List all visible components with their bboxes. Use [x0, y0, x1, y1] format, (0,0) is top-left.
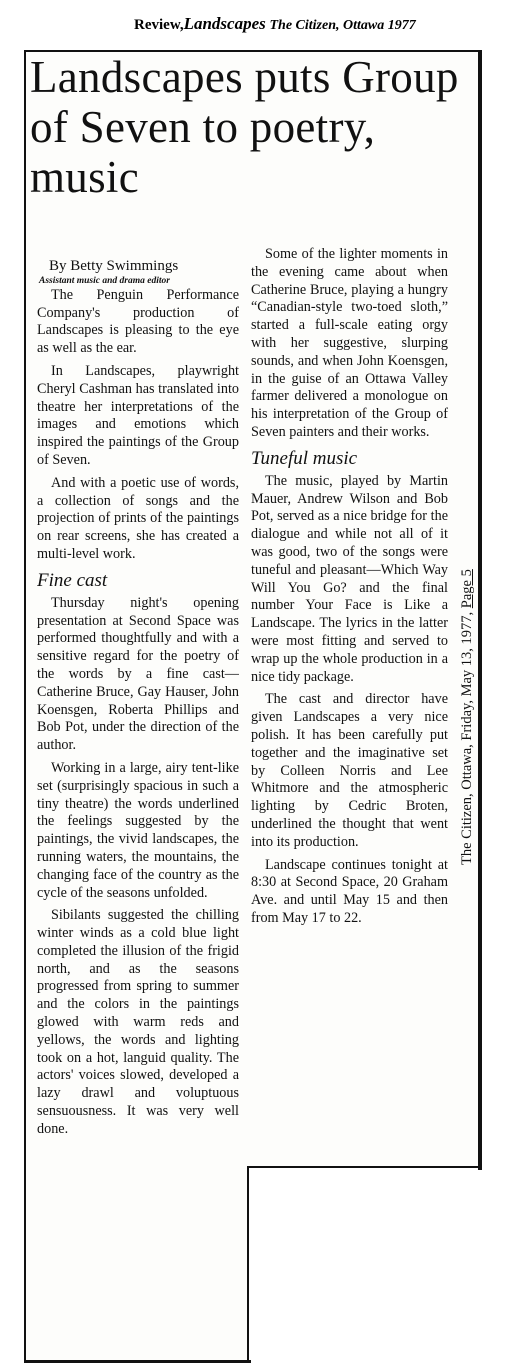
subhead-fine-cast: Fine cast — [37, 569, 108, 591]
source-note-text: The Citizen, Ottawa, Friday, May 13, 1977, — [459, 608, 475, 865]
paragraph: The Penguin Performance Company's production of Landscapes is pleasing to the eye as well as the ear. — [37, 286, 239, 357]
subhead-tuneful-music: Tuneful music — [251, 447, 358, 469]
paragraph: Sibilants suggested the chilling winter winds as a cold blue light completed the illusion of the frigid north, and as the seasons progressed from spring to summer and the colors in the paintings glowed with warm reds and yellows, the words and lighting took on a hot, languid quality. The actors' voices slowed, developed a lazy drawl and voluptuous sensuousness. It was very well done. — [37, 907, 239, 1137]
clipping-frame-notch — [247, 1166, 480, 1168]
caption-prefix: Review, — [134, 17, 184, 33]
article-column-left — [37, 258, 239, 1354]
clipping-frame-edge — [478, 50, 482, 1170]
clipping-frame-bottom-edge — [24, 1360, 251, 1363]
paragraph: Some of the lighter moments in the evening came about when Catherine Bruce, playing a hungry “Canadian-style two-toed sloth,” started a full-scale eating orgy with her suggestive, slurping sounds, and when John Koensgen, in the guise of an Ottawa Valley farmer delivered a monologue on his interpretation of the Group of Seven painters and their works. — [251, 246, 448, 440]
clipping-caption — [134, 14, 504, 38]
paragraph: And with a poetic use of words, a collection of songs and the projection of prints of the paintings on rear screens, she has created a multi-level work. — [37, 474, 239, 562]
paragraph: The cast and director have given Landscapes a very nice polish. It has been carefully put together and the imaginative set by Colleen Norris and Lee Whitmore and the atmospheric lighting by Cedric Broten, underlined the thought that went into its production. — [251, 691, 448, 850]
caption-source: The Citizen, Ottawa 1977 — [269, 18, 416, 33]
paragraph: Working in a large, airy tent-like set (surprisingly spacious in such a tiny theatre) the words underlined the feelings suggested by the paintings, the vivid landscapes, the running waters, the mountains, the changing face of the country as the cycle of the seasons unfolded. — [37, 759, 239, 901]
byline-author: By Betty Swimmings — [49, 258, 179, 274]
byline-role: Assistant music and drama editor — [39, 275, 170, 286]
source-note — [459, 525, 477, 865]
paragraph: The music, played by Martin Mauer, Andrew Wilson and Bob Pot, served as a nice bridge for the dialogue and while not all of it was good, two of the songs were tuneful and pleasant—Which Way Will You Go? and the final number Your Face is Like a Landscape. The lyrics in the latter were most fitting and served to wrap up the whole production in a nice tidy package. — [251, 472, 448, 685]
paragraph: In Landscapes, playwright Cheryl Cashman has translated into theatre her interpretations of the images and emotions which inspired the paintings of the Group of Seven. — [37, 362, 239, 468]
source-note-page: Page 5 — [459, 569, 475, 609]
caption-title: Landscapes — [183, 14, 266, 33]
article-column-right — [251, 246, 448, 1151]
paragraph: Thursday night's opening presentation at Second Space was performed thoughtfully and with a sensitive regard for the poetry of the words by a fine cast—Catherine Bruce, Gay Hauser, John Koensgen, Roberta Phillips and Bob Pot, under the direction of the author. — [37, 594, 239, 754]
paragraph: Landscape continues tonight at 8:30 at Second Space, 20 Graham Ave. and until May 15 and then from May 17 to 22. — [251, 856, 448, 926]
article-headline: Landscapes puts Group of Seven to poetry, music — [30, 52, 459, 202]
